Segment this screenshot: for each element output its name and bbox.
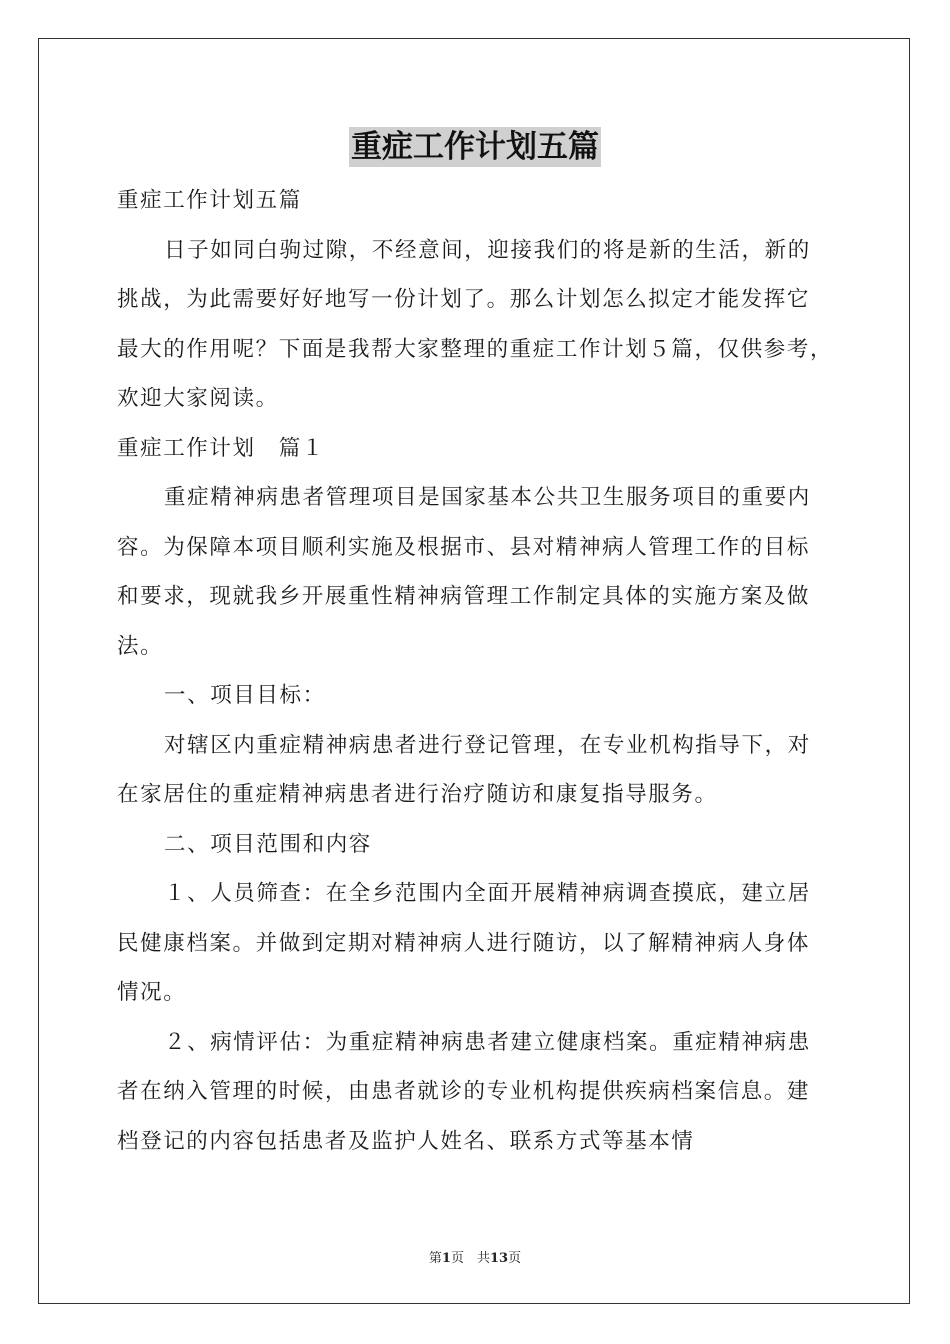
line-text: 一、项目目标： xyxy=(164,683,326,708)
page-suffix: 页 xyxy=(508,1251,522,1266)
line-text: 对辖区内重症精神病患者进行登记管理，在专业机构指导下，对 xyxy=(164,732,811,758)
text-line xyxy=(117,226,833,276)
page-current: 1 xyxy=(441,1251,451,1266)
line-text: 二、项目范围和内容 xyxy=(164,831,372,857)
text-line xyxy=(117,523,833,573)
line-text: 者在纳入管理的时候，由患者就诊的专业机构提供疾病档案信息。建 xyxy=(117,1079,811,1104)
line-text: 日子如同白驹过隙，不经意间，迎接我们的将是新的生活，新的 xyxy=(164,237,811,263)
text-line xyxy=(117,275,833,325)
text-line xyxy=(117,869,833,919)
line-text: 重症工作计划五篇 xyxy=(117,188,302,213)
document-body xyxy=(117,176,833,1166)
section-heading xyxy=(117,424,833,474)
text-line xyxy=(117,325,833,375)
text-line xyxy=(117,671,833,721)
line-text: 法。 xyxy=(117,633,164,659)
text-line xyxy=(117,721,833,771)
text-line xyxy=(117,1117,833,1167)
text-line xyxy=(117,622,833,672)
line-text: 重症工作计划 篇１ xyxy=(117,435,325,461)
line-text: ２、病情评估：为重症精神病患者建立健康档案。重症精神病患 xyxy=(164,1029,811,1055)
line-text: 容。为保障本项目顺利实施及根据市、县对精神病人管理工作的目标 xyxy=(117,534,811,560)
text-line xyxy=(117,820,833,870)
text-line xyxy=(117,1018,833,1068)
text-line xyxy=(117,770,833,820)
line-text: 民健康档案。并做到定期对精神病人进行随访，以了解精神病人身体 xyxy=(117,930,811,956)
line-text: 欢迎大家阅读。 xyxy=(117,386,279,411)
text-line xyxy=(117,572,833,622)
line-text: 挑战，为此需要好好地写一份计划了。那么计划怎么拟定才能发挥它 xyxy=(117,287,811,312)
line-text: 和要求，现就我乡开展重性精神病管理工作制定具体的实施方案及做 xyxy=(117,584,811,609)
title-wrap xyxy=(0,127,950,167)
page-mid: 页 共 xyxy=(450,1251,490,1266)
text-line xyxy=(117,1067,833,1117)
line-text: 最大的作用呢？下面是我帮大家整理的重症工作计划５篇，仅供参考， xyxy=(117,336,834,362)
page-total: 13 xyxy=(489,1251,509,1266)
document-title: 重症工作计划五篇 xyxy=(351,129,599,165)
line-text: 档登记的内容包括患者及监护人姓名、联系方式等基本情 xyxy=(117,1128,695,1154)
text-line xyxy=(117,473,833,523)
page-footer xyxy=(0,1247,950,1266)
text-line xyxy=(117,919,833,969)
page-prefix: 第 xyxy=(428,1251,442,1266)
line-text: 在家居住的重症精神病患者进行治疗随访和康复指导服务。 xyxy=(117,782,718,807)
text-line xyxy=(117,176,833,226)
line-text: 情况。 xyxy=(117,980,187,1005)
text-line xyxy=(117,968,833,1018)
line-text: １、人员筛查：在全乡范围内全面开展精神病调查摸底，建立居 xyxy=(164,881,811,906)
text-line xyxy=(117,374,833,424)
line-text: 重症精神病患者管理项目是国家基本公共卫生服务项目的重要内 xyxy=(164,485,811,510)
